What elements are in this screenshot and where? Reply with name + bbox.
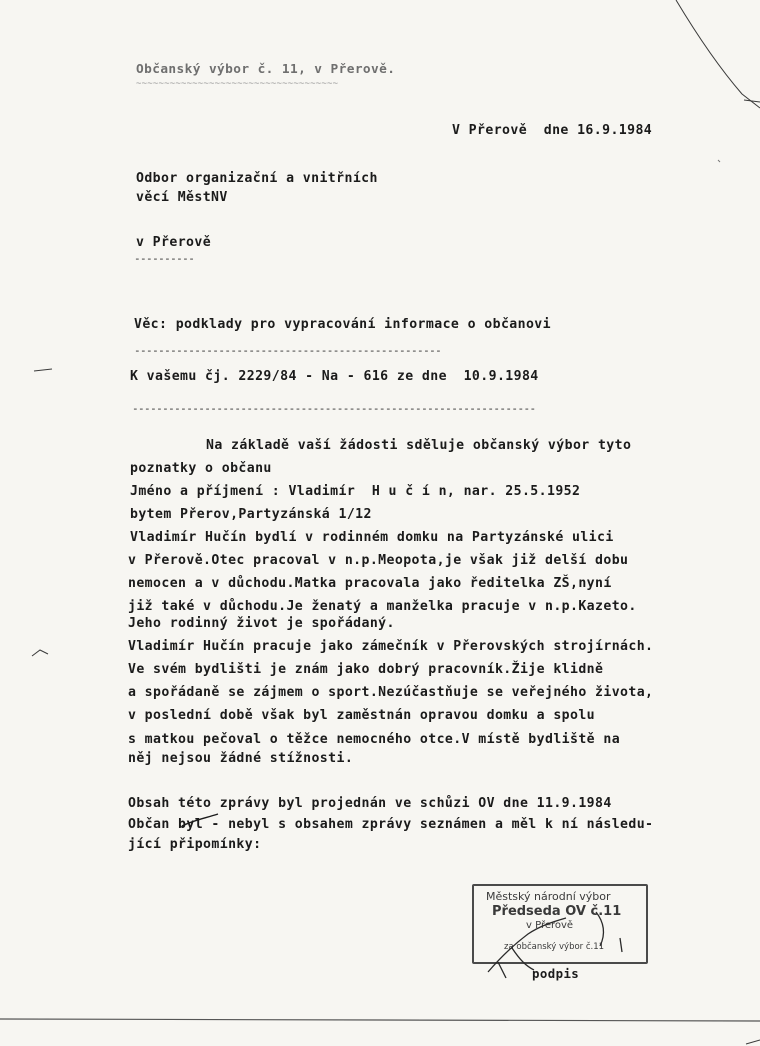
- body-line: Jeho rodinný život je spořádaný.: [128, 616, 395, 631]
- closing-line: jící připomínky:: [128, 837, 262, 852]
- recipient-line-1: Odbor organizační a vnitřních: [136, 171, 378, 186]
- body-line: v poslední době však byl zaměstnán opravou domku a spolu: [128, 708, 596, 723]
- body-line: a spořádaně se zájmem o sport.Nezúčastňuje se veřejného života,: [128, 685, 654, 700]
- subject-line: Věc: podklady pro vypracování informace o občanovi: [134, 317, 551, 332]
- stamp-line-4: za občanský výbor č.11: [504, 942, 605, 952]
- body-line: Jméno a příjmení : Vladimír H u č í n, nar. 25.5.1952: [130, 484, 581, 499]
- recipient-underline: ----------: [134, 252, 195, 265]
- sender-name: Občanský výbor č. 11, v Přerově.: [136, 62, 396, 77]
- body-line: Vladimír Hučín pracuje jako zámečník v Přerovských strojírnách.: [128, 639, 654, 654]
- subject-rule: ---------------------------------------------------: [134, 344, 442, 357]
- stamp-line-3: v Přerově: [526, 920, 574, 931]
- signature-scribble: [488, 912, 622, 981]
- body-line: již také v důchodu.Je ženatý a manželka pracuje v n.p.Kazeto.: [128, 599, 637, 614]
- body-line: v Přerově.Otec pracoval v n.p.Meopota,je však již delší dobu: [128, 553, 629, 568]
- body-line: poznatky o občanu: [130, 461, 272, 476]
- signature-label: podpis: [532, 966, 580, 981]
- body-line: Vladimír Hučín bydlí v rodinném domku na Partyzánské ulici: [130, 530, 614, 545]
- recipient-line-2: věcí MěstNV: [136, 190, 228, 205]
- stamp-line-1: Městský národní výbor: [486, 890, 611, 903]
- body-line: Ve svém bydlišti je znám jako dobrý pracovník.Žije klidně: [128, 662, 604, 677]
- body-line: s matkou pečoval o těžce nemocného otce.V místě bydliště na: [128, 732, 621, 747]
- body-line: nemocen a v důchodu.Matka pracovala jako ředitelka ZŠ,nyní: [128, 576, 612, 591]
- reference-rule: -------------------------------------------------------------------: [132, 402, 536, 415]
- body-line: Na základě vaší žádosti sděluje občanský výbor tyto: [206, 438, 632, 453]
- sender-underline: ~~~~~~~~~~~~~~~~~~~~~~~~~~~~~~~~~~~~: [136, 79, 339, 89]
- closing-line: Občan byl - nebyl s obsahem zprávy seznámen a měl k ní následu-: [128, 817, 654, 832]
- stamp-line-2: Předseda OV č.11: [492, 904, 622, 919]
- place-date: V Přerově dne 16.9.1984: [452, 123, 653, 138]
- strikethrough-mark: [182, 814, 218, 826]
- reference-line: K vašemu čj. 2229/84 - Na - 616 ze dne 10.9.1984: [130, 369, 539, 384]
- body-line: něj nejsou žádné stížnosti.: [128, 751, 354, 766]
- recipient-line-3: v Přerově: [136, 235, 212, 250]
- closing-line: Obsah této zprávy byl projednán ve schůzi OV dne 11.9.1984: [128, 796, 612, 811]
- body-line: bytem Přerov,Partyzánská 1/12: [130, 507, 372, 522]
